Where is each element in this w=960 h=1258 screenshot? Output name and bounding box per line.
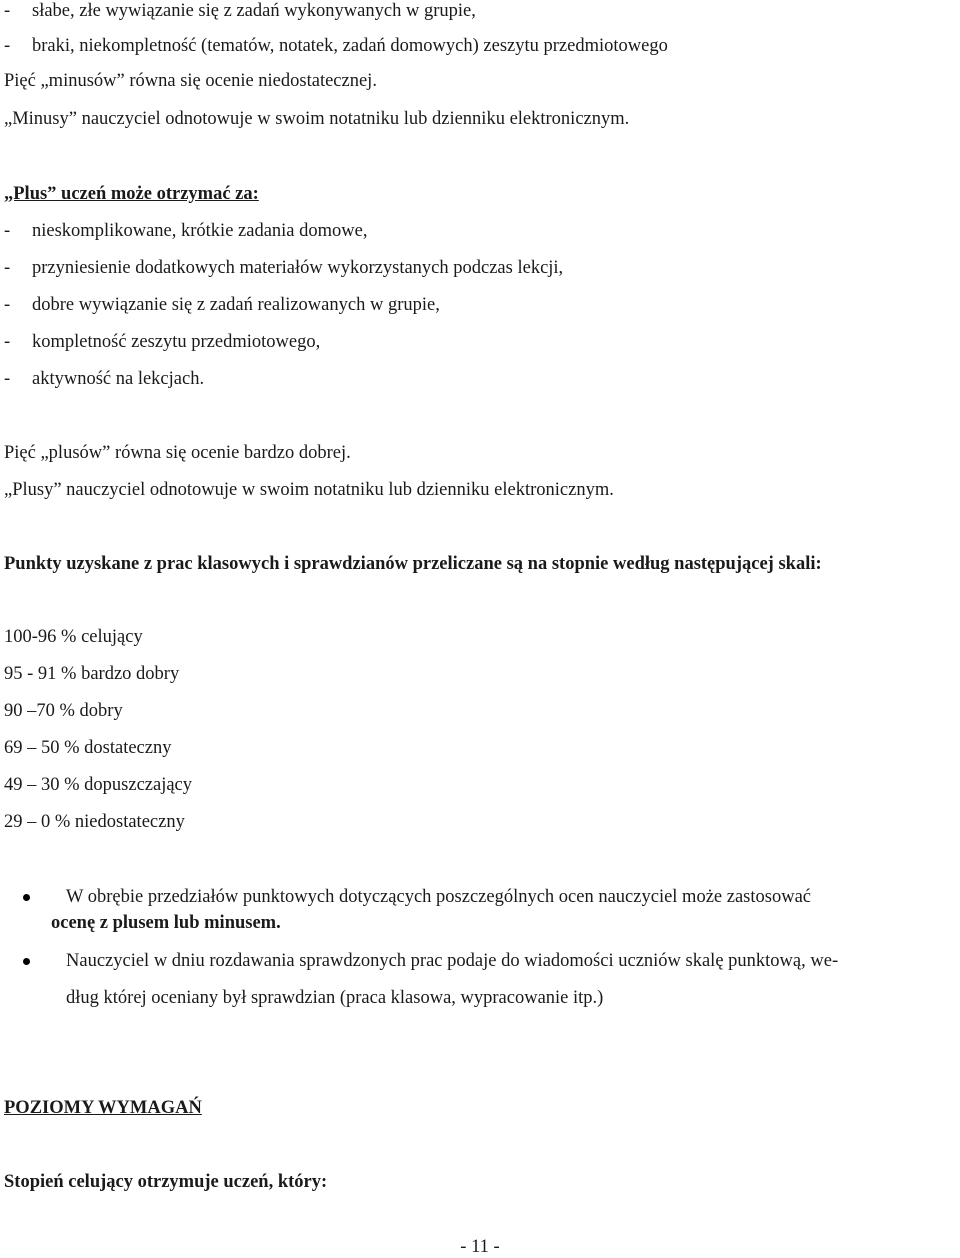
list-dash: - bbox=[4, 1, 11, 21]
list-dash: - bbox=[4, 36, 11, 56]
subheading: Stopień celujący otrzymuje uczeń, który: bbox=[4, 1172, 328, 1192]
bullet-icon bbox=[23, 958, 30, 965]
list-dash: - bbox=[4, 369, 11, 389]
plus-list-item: przyniesienie dodatkowych materiałów wykorzystanych podczas lekcji, bbox=[32, 258, 564, 278]
scale-item: 90 –70 % dobry bbox=[4, 701, 123, 721]
bullet-text-line: dług której oceniany był sprawdzian (praca klasowa, wypracowanie itp.) bbox=[66, 988, 604, 1008]
page-number: - 11 - bbox=[460, 1237, 500, 1257]
bullet-text-line-bold: ocenę z plusem lub minusem. bbox=[51, 913, 281, 933]
plus-list-item: kompletność zeszytu przedmiotowego, bbox=[32, 332, 321, 352]
plus-list-item: aktywność na lekcjach. bbox=[32, 369, 205, 389]
list-dash: - bbox=[4, 258, 11, 278]
scale-item: 29 – 0 % niedostateczny bbox=[4, 812, 185, 832]
list-dash: - bbox=[4, 221, 11, 241]
plus-list-item: nieskomplikowane, krótkie zadania domowe, bbox=[32, 221, 368, 241]
minus-list-item: braki, niekompletność (tematów, notatek, zadań domowych) zeszytu przedmiotowego bbox=[32, 36, 668, 56]
scale-item: 69 – 50 % dostateczny bbox=[4, 738, 172, 758]
minus-summary: Pięć „minusów” równa się ocenie niedostatecznej. bbox=[4, 71, 377, 91]
plus-note: „Plusy” nauczyciel odnotowuje w swoim notatniku lub dzienniku elektronicznym. bbox=[4, 480, 614, 500]
section-heading: POZIOMY WYMAGAŃ bbox=[4, 1098, 202, 1118]
minus-note: „Minusy” nauczyciel odnotowuje w swoim notatniku lub dzienniku elektronicznym. bbox=[4, 109, 630, 129]
list-dash: - bbox=[4, 295, 11, 315]
plus-summary: Pięć „plusów” równa się ocenie bardzo dobrej. bbox=[4, 443, 351, 463]
scale-item: 100-96 % celujący bbox=[4, 627, 143, 647]
scale-item: 95 - 91 % bardzo dobry bbox=[4, 664, 180, 684]
bullet-text-line: W obrębie przedziałów punktowych dotyczących poszczególnych ocen nauczyciel może zastosować bbox=[66, 887, 811, 907]
plus-heading: „Plus” uczeń może otrzymać za: bbox=[4, 184, 259, 204]
list-dash: - bbox=[4, 332, 11, 352]
scale-heading: Punkty uzyskane z prac klasowych i sprawdzianów przeliczane są na stopnie według następującej skali: bbox=[4, 554, 822, 574]
minus-list-item: słabe, złe wywiązanie się z zadań wykonywanych w grupie, bbox=[32, 1, 476, 21]
scale-item: 49 – 30 % dopuszczający bbox=[4, 775, 193, 795]
bullet-icon bbox=[23, 894, 30, 901]
plus-list-item: dobre wywiązanie się z zadań realizowanych w grupie, bbox=[32, 295, 440, 315]
bullet-text-line: Nauczyciel w dniu rozdawania sprawdzonych prac podaje do wiadomości uczniów skalę punktową, we- bbox=[66, 951, 839, 971]
